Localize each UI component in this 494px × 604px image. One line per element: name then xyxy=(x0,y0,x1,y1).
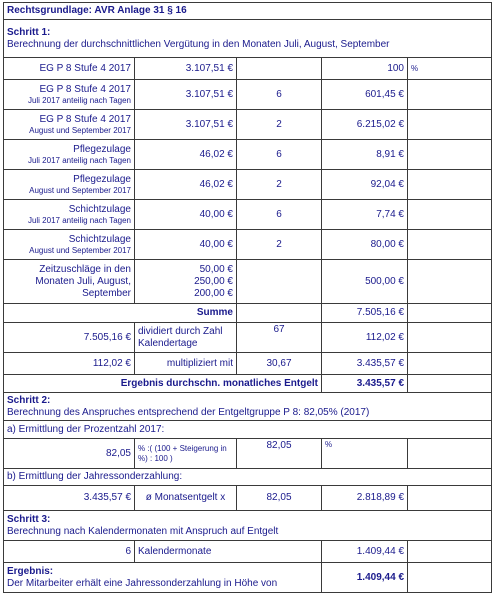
row-amount: 3.107,51 € xyxy=(135,110,237,140)
step1-title: Schritt 1: xyxy=(7,26,51,38)
row-factor: 67 xyxy=(237,323,322,353)
row-sublabel: Juli 2017 anteilig nach Tagen xyxy=(27,95,131,105)
average-result-label: Ergebnis durchschn. monatliches Entgelt xyxy=(4,375,322,393)
average-result-value: 3.435,57 € xyxy=(322,375,408,393)
table-row xyxy=(4,230,492,260)
row-label: Zeitzuschläge in den Monaten Juli, August, September xyxy=(4,260,135,304)
row-unit: % xyxy=(322,439,408,469)
row-operation: Kalendermonate xyxy=(135,541,322,563)
row-label: EG P 8 Stufe 4 2017 xyxy=(4,58,135,80)
row-factor: 82,05 xyxy=(237,486,322,511)
row-amount: 46,02 € xyxy=(135,170,237,200)
row-operation: ø Monatsentgelt x xyxy=(135,486,237,511)
result-title: Ergebnis: xyxy=(7,565,54,577)
row-result: 601,45 € xyxy=(322,80,408,110)
step2-header xyxy=(4,393,492,421)
row-result: 6.215,02 € xyxy=(322,110,408,140)
row-label: Pflegezulage xyxy=(73,143,131,155)
table-row xyxy=(4,260,492,304)
sum-label: Summe xyxy=(4,304,237,323)
table-row xyxy=(4,170,492,200)
table-row xyxy=(4,58,492,80)
row-factor: 6 xyxy=(237,140,322,170)
table-row xyxy=(4,200,492,230)
row-label: Schichtzulage xyxy=(68,233,131,245)
row-amount: 250,00 € xyxy=(194,275,233,287)
row-factor: 2 xyxy=(237,110,322,140)
row-label: EG P 8 Stufe 4 2017 xyxy=(39,83,131,95)
table-row xyxy=(4,110,492,140)
row-sublabel: August und September 2017 xyxy=(29,245,131,255)
step1-description: Berechnung der durchschnittlichen Vergütung in den Monaten Juli, August, September xyxy=(7,38,390,50)
row-result: 8,91 € xyxy=(322,140,408,170)
row-amount: 40,00 € xyxy=(135,200,237,230)
step3-title: Schritt 3: xyxy=(7,513,51,525)
row-amount: 3.107,51 € xyxy=(135,80,237,110)
row-factor: 82,05 xyxy=(237,439,322,469)
step3-header xyxy=(4,511,492,541)
row-value: 82,05 xyxy=(4,439,135,469)
row-result: 500,00 € xyxy=(322,260,408,304)
row-sublabel: Juli 2017 anteilig nach Tagen xyxy=(27,155,131,165)
row-sublabel: August und September 2017 xyxy=(29,185,131,195)
calendar-months-row xyxy=(4,541,492,563)
step1-header xyxy=(4,20,492,58)
row-amount: 7.505,16 € xyxy=(4,323,135,353)
result-description: Der Mitarbeiter erhält eine Jahressonderzahlung in Höhe von xyxy=(7,577,278,589)
step2b-title: b) Ermittlung der Jahressonderzahlung: xyxy=(4,469,492,486)
special-payment-row xyxy=(4,486,492,511)
row-sublabel: Juli 2017 anteilig nach Tagen xyxy=(27,215,131,225)
row-amount: 3.107,51 € xyxy=(135,58,237,80)
percentage-row xyxy=(4,439,492,469)
step2-title: Schritt 2: xyxy=(7,394,51,406)
row-label: Schichtzulage xyxy=(68,203,131,215)
row-label: Pflegezulage xyxy=(73,173,131,185)
table-row xyxy=(4,140,492,170)
result-value: 1.409,44 € xyxy=(322,563,408,593)
table-row xyxy=(4,80,492,110)
final-result-row xyxy=(4,563,492,593)
row-unit: % xyxy=(408,58,492,80)
row-result: 3.435,57 € xyxy=(322,353,408,375)
row-result: 112,02 € xyxy=(322,323,408,353)
row-amount: 40,00 € xyxy=(135,230,237,260)
row-factor: 6 xyxy=(237,80,322,110)
division-row xyxy=(4,323,492,353)
row-result: 2.818,89 € xyxy=(322,486,408,511)
step3-description: Berechnung nach Kalendermonaten mit Anspruch auf Entgelt xyxy=(7,525,279,537)
row-amount: 112,02 € xyxy=(4,353,135,375)
row-factor: 2 xyxy=(237,170,322,200)
row-operation: dividiert durch Zahl Kalendertage xyxy=(135,323,237,353)
row-operation: multipliziert mit xyxy=(135,353,237,375)
row-amount: 200,00 € xyxy=(194,287,233,299)
row-factor: 6 xyxy=(237,200,322,230)
sum-row xyxy=(4,304,492,323)
row-label: EG P 8 Stufe 4 2017 xyxy=(39,113,131,125)
calculation-table xyxy=(3,2,492,593)
row-result: 80,00 € xyxy=(322,230,408,260)
step2-description: Berechnung des Anspruches entsprechend der Entgeltgruppe P 8: 82,05% (2017) xyxy=(7,406,370,418)
legal-basis: Rechtsgrundlage: AVR Anlage 31 § 16 xyxy=(4,3,492,20)
step2a-title: a) Ermittlung der Prozentzahl 2017: xyxy=(4,421,492,439)
row-amount: 46,02 € xyxy=(135,140,237,170)
row-value: 6 xyxy=(4,541,135,563)
sum-result: 7.505,16 € xyxy=(322,304,408,323)
row-result: 1.409,44 € xyxy=(322,541,408,563)
row-sublabel: August und September 2017 xyxy=(29,125,131,135)
row-amount: 50,00 € xyxy=(199,263,233,275)
row-factor: 2 xyxy=(237,230,322,260)
row-result: 7,74 € xyxy=(322,200,408,230)
row-amount: 3.435,57 € xyxy=(4,486,135,511)
average-result-row xyxy=(4,375,492,393)
row-factor: 30,67 xyxy=(237,353,322,375)
row-result: 100 xyxy=(322,58,408,80)
multiplication-row xyxy=(4,353,492,375)
row-result: 92,04 € xyxy=(322,170,408,200)
row-operation: % :( (100 + Steigerung in %) : 100 ) xyxy=(135,439,237,469)
